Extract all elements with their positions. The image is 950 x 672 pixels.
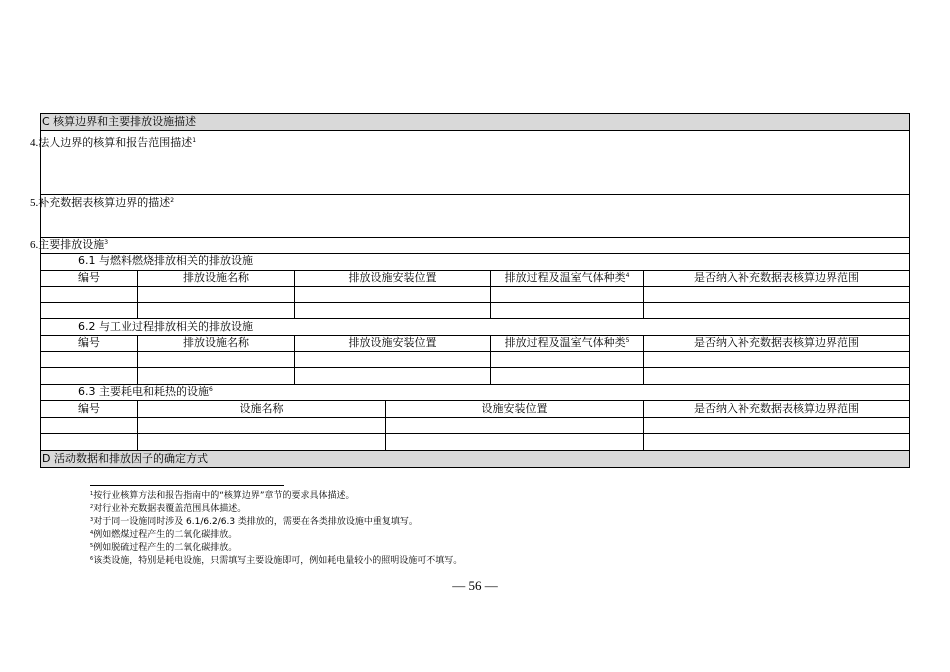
footnote: $^5$例如脱硫过程产生的二氧化碳排放。 xyxy=(90,543,238,553)
item-4 xyxy=(30,136,196,150)
header-cell: 排放设施安装位置 xyxy=(348,271,437,284)
item-number: 5. xyxy=(30,197,39,209)
item-label: 主要排放设施 xyxy=(38,238,105,251)
header-cell: 编号 xyxy=(78,336,100,349)
item-5 xyxy=(30,196,174,210)
footnote: $^6$该类设施，特别是耗电设施，只需填写主要设施即可，例如耗电量较小的照明设施可不填写。 xyxy=(90,556,463,566)
footnote: $^3$对于同一设施同时涉及 6.1/6.2/6.3 类排放的，需要在各类排放设施中重复填写。 xyxy=(90,517,418,527)
header-cell-with-note: 排放过程及温室气体种类$^5$ xyxy=(504,336,630,349)
header-cell: 是否纳入补充数据表核算边界范围 xyxy=(694,271,859,284)
footnote-ref: 2 xyxy=(170,197,175,204)
header-cell: 是否纳入补充数据表核算边界范围 xyxy=(694,336,859,349)
footnote-ref: 4 xyxy=(625,272,630,279)
page-number: — 56 — xyxy=(452,578,498,593)
footnote-separator xyxy=(90,485,284,486)
item-label: 补充数据表核算边界的描述 xyxy=(38,196,171,209)
header-cell: 编号 xyxy=(78,271,100,284)
footnote-ref: 5 xyxy=(625,337,630,344)
footnote-ref: 6 xyxy=(209,386,213,393)
header-cell-with-note: 排放过程及温室气体种类$^4$ xyxy=(504,271,630,284)
header-cell: 设施安装位置 xyxy=(481,402,548,415)
section-c-title: C 核算边界和主要排放设施描述 xyxy=(42,115,197,128)
item-number: 6. xyxy=(30,239,39,251)
subsection-6-2-title: 6.2 与工业过程排放相关的排放设施 xyxy=(78,320,253,333)
footnote-ref: 3 xyxy=(104,239,109,246)
footnote-ref: 1 xyxy=(192,137,197,144)
item-label: 法人边界的核算和报告范围描述 xyxy=(38,136,193,149)
header-cell: 排放设施名称 xyxy=(183,336,249,349)
footnote: $^2$对行业补充数据表覆盖范围具体描述。 xyxy=(90,504,247,514)
subsection-6-3-title: 6.3 主要耗电和耗热的设施$^6$ xyxy=(78,385,213,398)
subsection-6-1-title: 6.1 与燃料燃烧排放相关的排放设施 xyxy=(78,254,253,267)
footnote: $^4$例如燃煤过程产生的二氧化碳排放。 xyxy=(90,530,238,540)
header-cell: 排放设施名称 xyxy=(183,271,249,284)
header-cell: 设施名称 xyxy=(239,402,284,415)
header-cell: 是否纳入补充数据表核算边界范围 xyxy=(694,402,859,415)
header-cell: 编号 xyxy=(78,402,100,415)
section-d-title: D 活动数据和排放因子的确定方式 xyxy=(42,452,208,465)
footnote: $^1$按行业核算方法和报告指南中的“核算边界”章节的要求具体描述。 xyxy=(90,491,355,501)
item-number: 4. xyxy=(30,137,39,149)
item-6 xyxy=(30,238,108,252)
header-cell: 排放设施安装位置 xyxy=(348,336,437,349)
